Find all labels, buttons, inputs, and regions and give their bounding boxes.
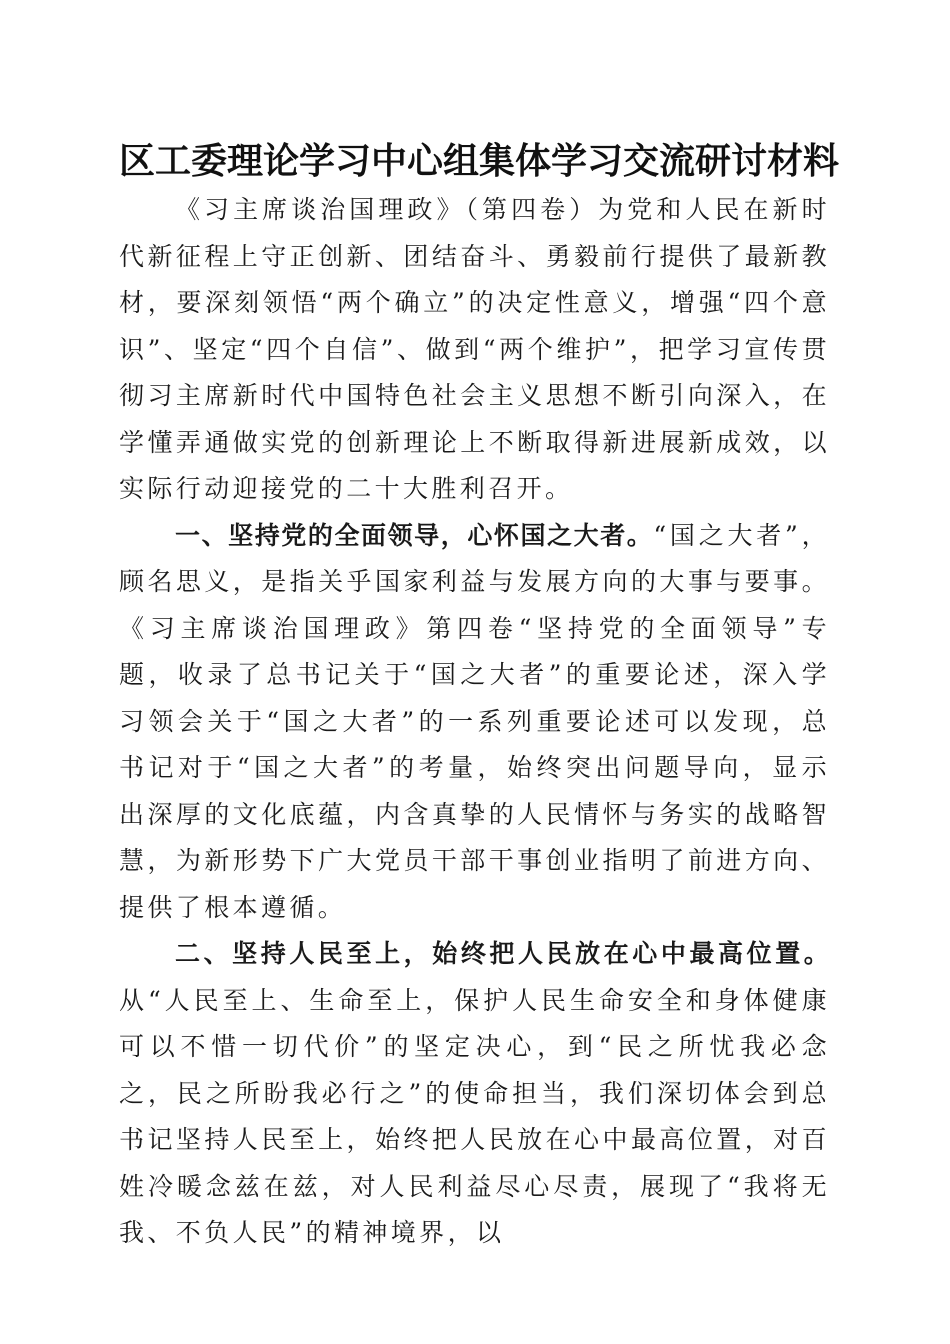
document-title: 区工委理论学习中心组集体学习交流研讨材料	[119, 140, 840, 182]
section-1-paragraph	[119, 513, 830, 932]
section-2-heading: 二、坚持人民至上，始终把人民放在心中最高位置。	[175, 939, 830, 968]
section-1-body: “国之大者”，顾名思义，是指关乎国家利益与发展方向的大事与要事。《习主席谈治国理政》第四卷“坚持党的全面领导”专题，收录了总书记关于“国之大者”的重要论述，深入学习领会关于“国之大者”的一系列重要论述可以发现，总书记对于“国之大者”的考量，始终突出问题导向，显示出深厚的文化底蕴，内含真挚的人民情怀与务实的战略智慧，为新形势下广大党员干部干事创业指明了前进方向、提供了根本遵循。	[119, 520, 830, 922]
section-2-body: 从“人民至上、生命至上，保护人民生命安全和身体健康可以不惜一切代价”的坚定决心，到“民之所忧我必念之，民之所盼我必行之”的使命担当，我们深切体会到总书记坚持人民至上，始终把人民放在心中最高位置，对百姓冷暖念兹在兹，对人民利益尽心尽责，展现了“我将无我、不负人民”的精神境界，以	[119, 985, 830, 1247]
section-2-paragraph	[119, 931, 830, 1257]
intro-paragraph: 《习主席谈治国理政》（第四卷）为党和人民在新时代新征程上守正创新、团结奋斗、勇毅前行提供了最新教材，要深刻领悟“两个确立”的决定性意义，增强“四个意识”、坚定“四个自信”、做到“两个维护”，把学习宣传贯彻习主席新时代中国特色社会主义思想不断引向深入，在学懂弄通做实党的创新理论上不断取得新进展新成效，以实际行动迎接党的二十大胜利召开。	[119, 195, 830, 503]
document-page	[119, 135, 840, 1257]
section-1-heading: 一、坚持党的全面领导，心怀国之大者。	[175, 520, 654, 550]
